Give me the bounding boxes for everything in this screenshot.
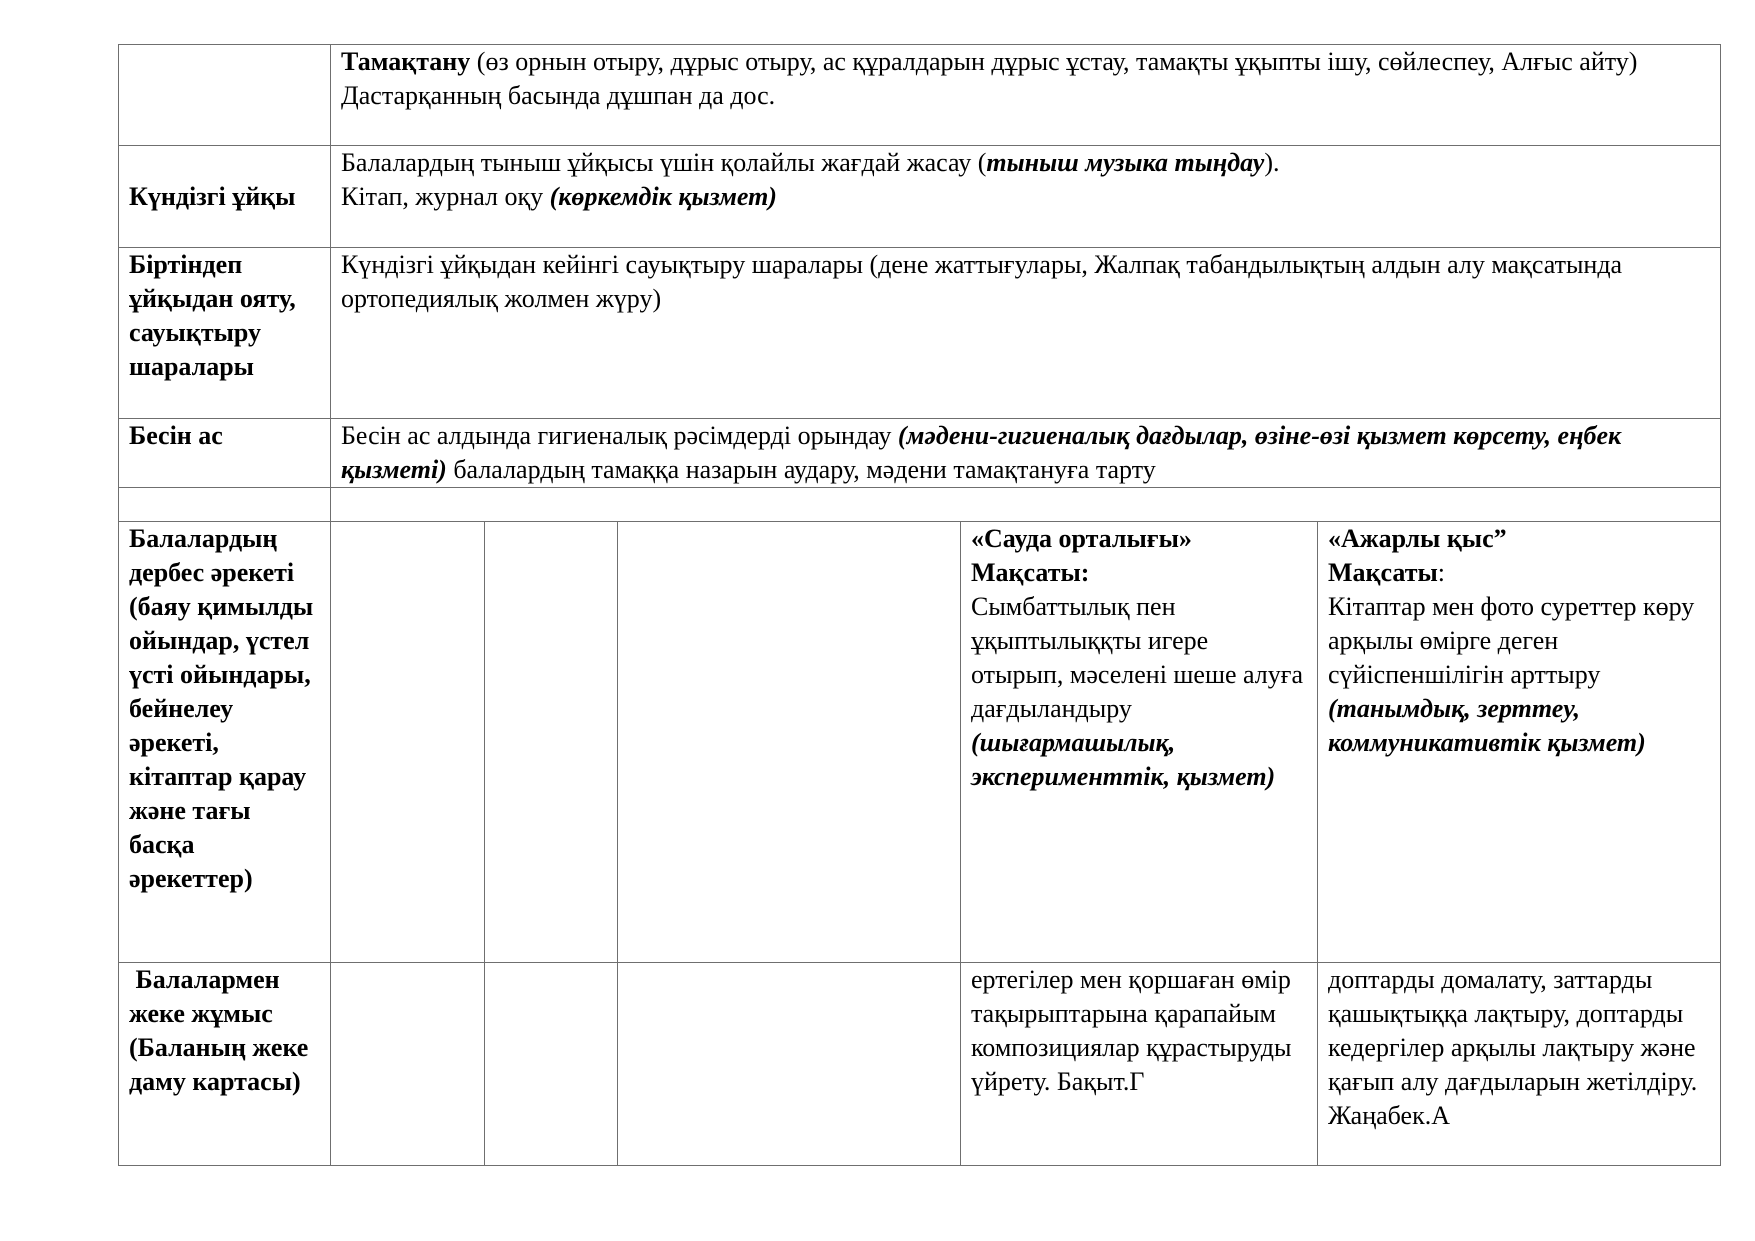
activity-cell-1 [331,522,485,963]
activity-5-goal-colon: : [1437,558,1446,587]
nap-row [119,146,1721,248]
meal-label-cell [119,45,331,146]
activity-5-goal-text: Кітаптар мен фото суреттер көру арқылы өмірге деген сүйіспеншілігін арттыру [1328,592,1695,689]
activity-row [119,522,1721,963]
nap-line-2-emphasis: (көркемдік қызмет) [549,182,777,211]
individual-row [119,963,1721,1166]
snack-emphasis: (мәдени-гигиеналық дағдылар, өзіне-өзі қызмет көрсету, еңбек қызметі) [341,421,1622,484]
nap-label: Күндізгі ұйқы [119,146,331,248]
meal-title: Тамақтану [341,47,471,76]
wake-row [119,248,1721,419]
nap-line-1-end: ). [1264,148,1280,177]
nap-content-cell [331,146,1721,248]
snack-content-cell [331,419,1721,488]
meal-proverb: Дастарқанның басында дұшпан да дос. [341,81,776,110]
activity-cell-3 [618,522,961,963]
empty-row [119,488,1721,522]
nap-line-1-emphasis: тыныш музыка тыңдау [986,148,1265,177]
activity-5-goal-label: Мақсаты [1328,558,1438,587]
activity-cell-2 [485,522,618,963]
activity-4-goal-label: Мақсаты: [971,558,1090,587]
wake-content: Күндізгі ұйқыдан кейінгі сауықтыру шаралары (дене жаттығулары, Жалпақ табандылықтың алдын алу мақсатында ортопедиялық жолмен жүру) [331,248,1721,419]
meal-description: (өз орнын отыру, дұрыс отыру, ас құралдарын дұрыс ұстау, тамақты ұқыпты ішу, сөйлеспеу, Алғыс айту) [470,47,1638,76]
nap-line-1 [341,146,1710,180]
individual-cell-3 [618,963,961,1166]
nap-line-2 [341,180,1710,214]
activity-cell-4 [961,522,1318,963]
snack-text-end: балалардың тамаққа назарын аудару, мәдени тамақтануға тарту [446,455,1156,484]
activity-4-activity-types: (шығармашылық, эксперименттік, қызмет) [971,728,1276,791]
individual-label: Балалармен жеке жұмыс (Баланың жеке даму картасы) [119,963,331,1166]
activity-label: Балалардың дербес әрекеті (баяу қимылды ойындар, үстел үсті ойындары, бейнелеу әрекеті, кітаптар қарау және тағы басқа әрекеттер) [119,522,331,963]
individual-cell-4: ертегілер мен қоршаған өмір тақырыптарына қарапайым композициялар құрастыруды үйрету. Бақыт.Г [961,963,1318,1166]
activity-5-title: «Ажарлы қыс” [1328,524,1507,553]
individual-cell-2 [485,963,618,1166]
meal-row [119,45,1721,146]
snack-text: Бесін ас алдында гигиеналық рәсімдерді орындау [341,421,898,450]
snack-row [119,419,1721,488]
activity-4-title: «Сауда орталығы» [971,524,1192,553]
daily-plan-table [118,44,1721,1166]
activity-cell-5 [1318,522,1721,963]
activity-4-goal-text: Сымбаттылық пен ұқыптылыққты игере отырып, мәселені шеше алуға дағдыландыру [971,592,1303,723]
empty-cell [119,488,331,522]
snack-label: Бесін ас [119,419,331,488]
nap-line-2-text: Кітап, журнал оқу [341,182,550,211]
individual-cell-5: доптарды домалату, заттарды қашықтыққа лақтыру, доптарды кедергілер арқылы лақтыру және қағып алу дағдыларын жетілдіру. Жаңабек.А [1318,963,1721,1166]
activity-5-activity-types: (танымдық, зерттеу, коммуникативтік қызмет) [1328,694,1646,757]
nap-line-1-text: Балалардың тыныш ұйқысы үшін қолайлы жағдай жасау ( [341,148,987,177]
meal-content-cell [331,45,1721,146]
individual-cell-1 [331,963,485,1166]
wake-label: Біртіндеп ұйқыдан ояту, сауықтыру шаралары [119,248,331,419]
activity-5-goal-line [1328,556,1710,590]
empty-cell-wide [331,488,1721,522]
